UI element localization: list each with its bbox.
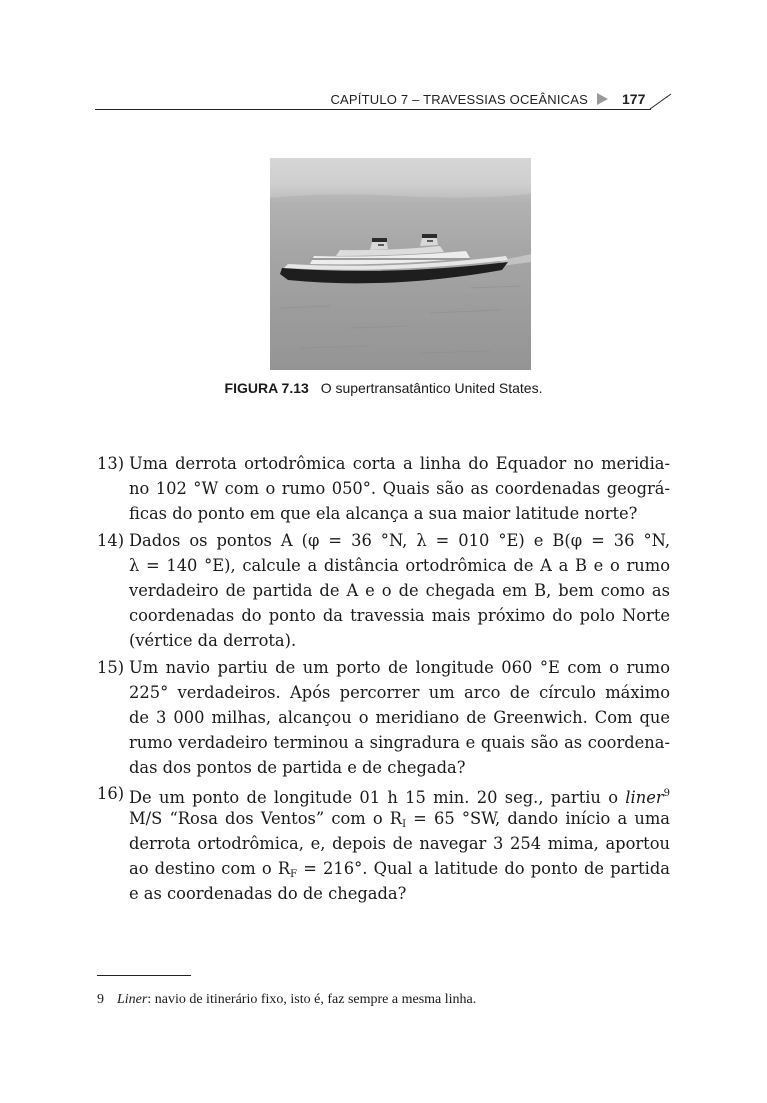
exercise-line: 225° verdadeiros. Após percorrer um arco de círculo máximo: [129, 683, 670, 702]
line-text: = 216°. Qual a latitude do ponto de partida: [297, 859, 670, 878]
exercise-line: (vértice da derrota).: [129, 631, 297, 650]
line-text: = 65 °SW, dando início a uma: [406, 809, 671, 828]
header-slash-decoration: [648, 92, 672, 110]
header-rule: [95, 109, 651, 110]
footnote-number: 9: [97, 992, 104, 1007]
liner-term: liner: [625, 788, 664, 807]
line-text: M/S “Rosa dos Ventos” com o R: [129, 809, 403, 828]
ship-photo: [270, 158, 531, 370]
exercise-line: de 3 000 milhas, alcançou o meridiano de Greenwich. Com que: [129, 708, 670, 727]
footnote-text: : navio de itinerário fixo, isto é, faz sempre a mesma linha.: [147, 992, 477, 1007]
exercise-line: e as coordenadas do de chegada?: [129, 884, 407, 903]
footnote: [97, 992, 476, 1008]
exercise-line: [129, 782, 670, 810]
exercise-line: das dos pontos de partida e de chegada?: [129, 758, 466, 777]
figure-label: FIGURA 7.13: [224, 380, 309, 396]
exercise-number: 16): [97, 784, 125, 803]
subscript: F: [290, 869, 298, 880]
exercise-line: rumo verdadeiro terminou a singradura e quais são as coordena-: [129, 733, 670, 752]
exercise-number: 15): [97, 658, 125, 677]
exercise-number: 14): [97, 531, 125, 550]
exercise-line: ficas do ponto em que ela alcança a sua maior latitude norte?: [129, 504, 638, 523]
line-text: De um ponto de longitude 01 h 15 min. 20 seg., partiu o: [129, 788, 626, 807]
triangle-arrow-icon: [597, 93, 608, 105]
exercise-line: Um navio partiu de um porto de longitude 060 °E com o rumo: [129, 658, 670, 677]
figure-caption-text: O supertransatântico United States.: [320, 380, 543, 396]
exercise-line: λ = 140 °E), calcule a distância ortodrômica de A a B e o rumo: [129, 556, 670, 575]
running-header: [0, 86, 767, 112]
page-number: 177: [622, 91, 646, 107]
exercise-line: no 102 °W com o rumo 050°. Quais são as coordenadas geográ-: [129, 479, 670, 498]
exercise-number: 13): [97, 454, 125, 473]
line-text: ao destino com o R: [129, 859, 291, 878]
footnote-ref: 9: [663, 788, 670, 799]
subscript: I: [402, 819, 407, 830]
exercise-line: Dados os pontos A (φ = 36 °N, λ = 010 °E) e B(φ = 36 °N,: [129, 531, 670, 550]
footnote-rule: [97, 975, 191, 976]
chapter-title: CAPÍTULO 7 – TRAVESSIAS OCEÂNICAS: [330, 92, 588, 107]
figure-caption: [0, 380, 767, 396]
footnote-term: Liner: [117, 992, 148, 1007]
exercise-line: Uma derrota ortodrômica corta a linha do Equador no meridia-: [129, 454, 670, 473]
exercise-line: derrota ortodrômica, e, depois de navegar 3 254 mima, aportou: [129, 834, 670, 853]
exercise-line: coordenadas do ponto da travessia mais próximo do polo Norte: [129, 606, 670, 625]
exercise-line: verdadeiro de partida de A e o de chegada em B, bem como as: [129, 581, 670, 600]
